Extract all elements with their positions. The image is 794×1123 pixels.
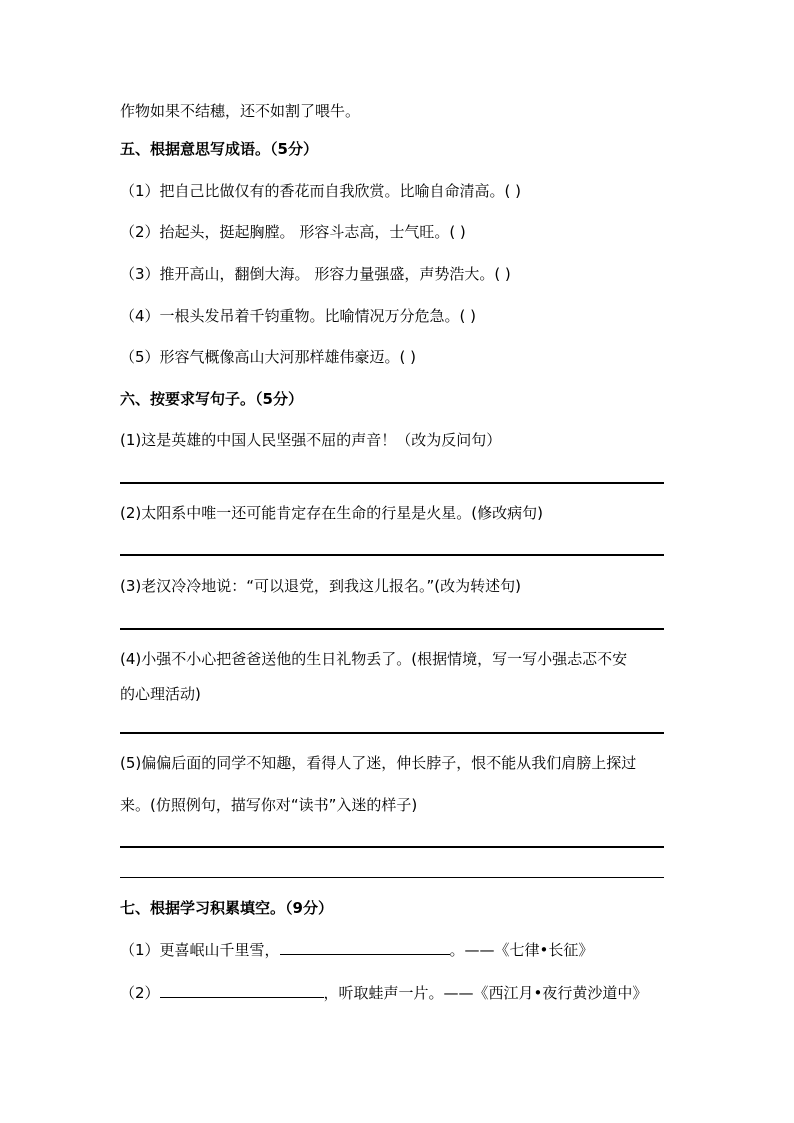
section5-item-1: （1）把自己比做仅有的香花而自我欣赏。比喻自命清高。( )	[120, 182, 522, 200]
item-2-prefix: （2）	[120, 984, 160, 1002]
answer-line[interactable]	[120, 628, 664, 630]
section5-item-5: （5）形容气概像高山大河那样雄伟豪迈。( )	[120, 348, 417, 366]
item-2-suffix: ，听取蛙声一片。——《西江月•夜行黄沙道中》	[323, 984, 648, 1002]
answer-line[interactable]	[120, 554, 664, 556]
section7-item-1	[120, 940, 593, 960]
section7-heading: 七、根据学习积累填空。（9分）	[120, 899, 333, 917]
section5-item-3: （3）推开高山，翻倒大海。 形容力量强盛，声势浩大。( )	[120, 265, 511, 283]
section5-item-4: （4）一根头发吊着千钧重物。比喻情况万分危急。( )	[120, 307, 477, 325]
section6-question-5-line2: 来。(仿照例句，描写你对“读书”入迷的样子)	[120, 796, 418, 814]
section6-heading: 六、按要求写句子。（5分）	[120, 390, 303, 408]
section6-question-2: (2)太阳系中唯一还可能肯定存在生命的行星是火星。(修改病句)	[120, 504, 543, 522]
answer-line[interactable]	[120, 846, 664, 848]
fill-blank[interactable]	[160, 983, 324, 998]
section7-item-2	[120, 983, 647, 1003]
section5-heading: 五、根据意思写成语。（5分）	[120, 140, 318, 158]
section6-question-5-line1: (5)偏偏后面的同学不知趣，看得人了迷，伸长脖子，恨不能从我们肩膀上探过	[120, 754, 637, 772]
answer-line[interactable]	[120, 732, 664, 734]
fill-blank[interactable]	[280, 940, 450, 955]
section6-question-4-line1: (4)小强不小心把爸爸送他的生日礼物丢了。(根据情境，写一写小强忐忑不安	[120, 650, 628, 668]
section6-question-1: (1)这是英雄的中国人民坚强不屈的声音！（改为反问句）	[120, 431, 502, 449]
answer-line[interactable]	[120, 482, 664, 484]
section5-item-2: （2）抬起头，挺起胸膛。 形容斗志高，士气旺。( )	[120, 223, 466, 241]
item-1-prefix: （1）更喜岷山千里雪，	[120, 941, 280, 959]
section6-question-3: (3)老汉冷冷地说：“可以退党，到我这儿报名。”(改为转述句)	[120, 577, 521, 595]
answer-line[interactable]	[120, 877, 664, 878]
section6-question-4-line2: 的心理活动)	[120, 685, 201, 703]
intro-line: 作物如果不结穗，还不如割了喂牛。	[120, 102, 361, 120]
item-1-suffix: 。——《七律•长征》	[449, 941, 594, 959]
